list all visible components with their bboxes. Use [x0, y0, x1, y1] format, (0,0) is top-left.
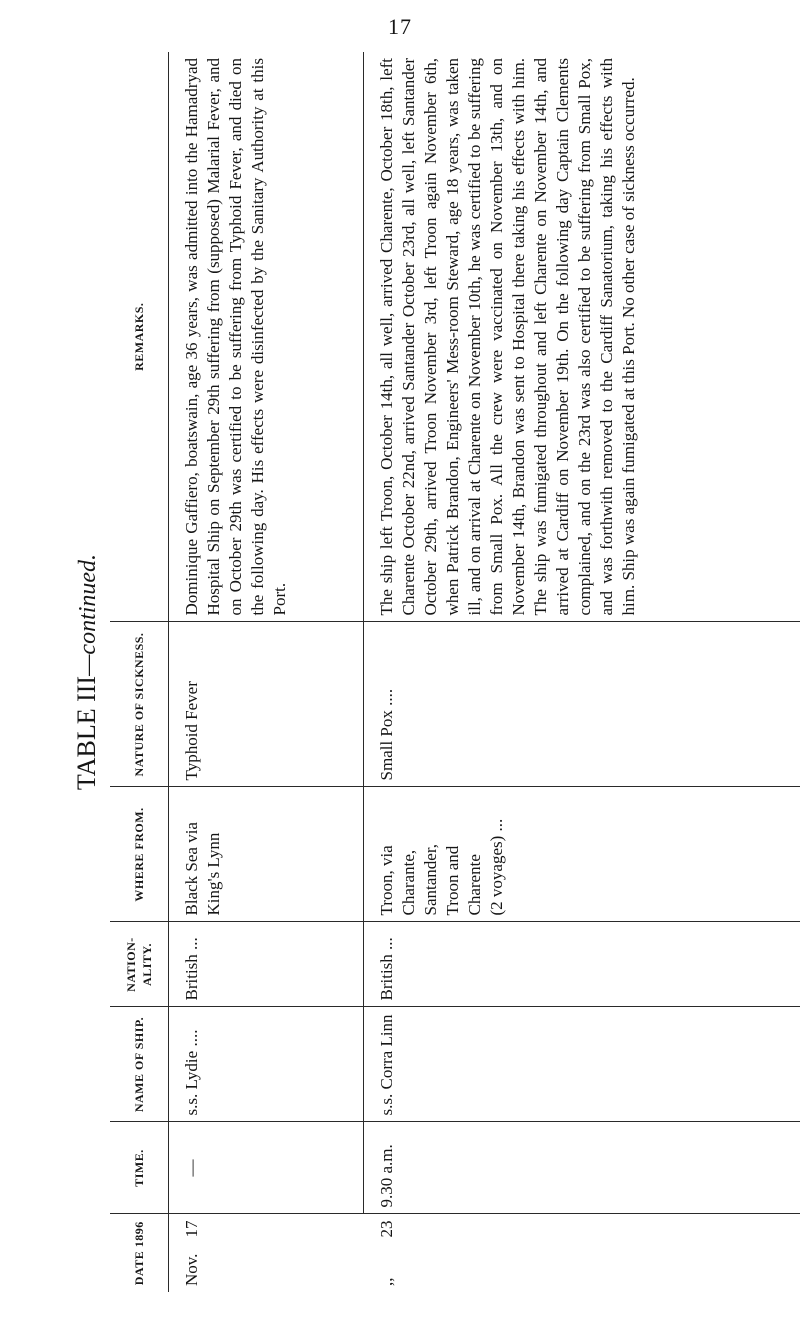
ship-cell — [364, 1007, 800, 1122]
where-from-line: Black Sea via — [182, 822, 201, 916]
header-remarks: REMARKS. — [110, 52, 169, 622]
date-day: 23 — [376, 1220, 396, 1238]
header-where-from: WHERE FROM. — [110, 787, 169, 922]
header-ship: NAME OF SHIP. — [110, 1007, 169, 1122]
remarks-cell — [364, 52, 800, 622]
where-from-line: Santander, — [421, 843, 440, 916]
nationality-cell — [169, 922, 364, 1007]
date-month: ,, — [376, 1277, 396, 1286]
remarks-cell — [169, 52, 364, 622]
nationality-value: British ... — [182, 937, 201, 1001]
header-row — [110, 52, 169, 1292]
ship-name: s.s. Corra Linn — [377, 1014, 396, 1116]
table-title-suffix: —continued. — [75, 553, 101, 676]
date-cell — [364, 1214, 800, 1292]
sickness-cell — [364, 622, 800, 787]
ship-leader-dots: .... — [182, 1029, 201, 1051]
header-sickness: NATURE OF SICKNESS. — [110, 622, 169, 787]
ship-cell — [169, 1007, 364, 1122]
where-from-line: (2 voyages) ... — [487, 818, 506, 916]
header-date: DATE 1896 — [110, 1214, 169, 1292]
remarks-text: Dominique Gaffiero, boatswain, age 36 years, was admitted into the Hamadryad Hospital Ship on September 29th suffering from (supposed) Malarial Fever, and on October 29th was certified to be suffering from Typhoid Fever, and died on the following day. His effects were disinfected by the Sanitary Authority at this Port. — [182, 58, 289, 616]
date-day: 17 — [182, 1220, 201, 1238]
sickness-value: Typhoid Fever — [182, 681, 201, 781]
header-nationality: NATION-ALITY. — [110, 922, 169, 1007]
sickness-cell — [169, 622, 364, 787]
time-value: — — [182, 1159, 201, 1177]
date-cell — [169, 1214, 364, 1292]
nationality-cell — [364, 922, 800, 1007]
sickness-ledger-table — [110, 52, 800, 1292]
table-title-main: TABLE III — [72, 675, 101, 791]
page-number: 17 — [388, 14, 412, 39]
table-row — [169, 52, 364, 1292]
rotated-table-page — [70, 52, 790, 1292]
where-from-cell — [364, 787, 800, 922]
remarks-text: The ship left Troon, October 14th, all well, arrived Charente, October 18th, left Charente October 22nd, arrived Santander October 23rd, all well, left Santander October 29th, arrived Troon November 3rd, left Troon again November 6th, when Patrick Brandon, Engineers' Mess-room Steward, age 18 years, was taken ill, and on arrival at Charente on November 10th, he was certified to be suffering from Small Pox. All the crew were vaccinated on November 13th, and on November 14th, Brandon was sent to Hospital there taking his effects with him. The ship was fumigated throughout and left Charente on November 14th, and arrived at Cardiff on November 19th. On the following day Captain Clements complained, and on the 23rd was also certified to be suffering from Small Pox, and was forthwith removed to the Cardiff Sanatorium, taking his effects with him. Ship was again fumigated at this Port. No other case of sickness occurred. — [377, 58, 638, 616]
where-from-line: Charente — [465, 854, 484, 916]
where-from-line: Troon, via — [377, 845, 396, 916]
table-row — [364, 52, 800, 1292]
sickness-value: Small Pox .... — [377, 688, 396, 781]
where-from-line: Troon and — [443, 845, 462, 916]
header-time: TIME. — [110, 1122, 169, 1214]
time-cell — [364, 1122, 800, 1214]
ship-name: s.s. Lydie — [182, 1050, 201, 1116]
where-from-cell — [169, 787, 364, 922]
nationality-value: British ... — [377, 937, 396, 1001]
time-value: 9.30 a.m. — [377, 1144, 396, 1208]
where-from-line: Charante, — [399, 849, 418, 916]
table-title — [70, 52, 104, 1292]
date-month: Nov. — [182, 1253, 201, 1286]
where-from-line: King's Lynn — [204, 832, 223, 916]
time-cell — [169, 1122, 364, 1214]
